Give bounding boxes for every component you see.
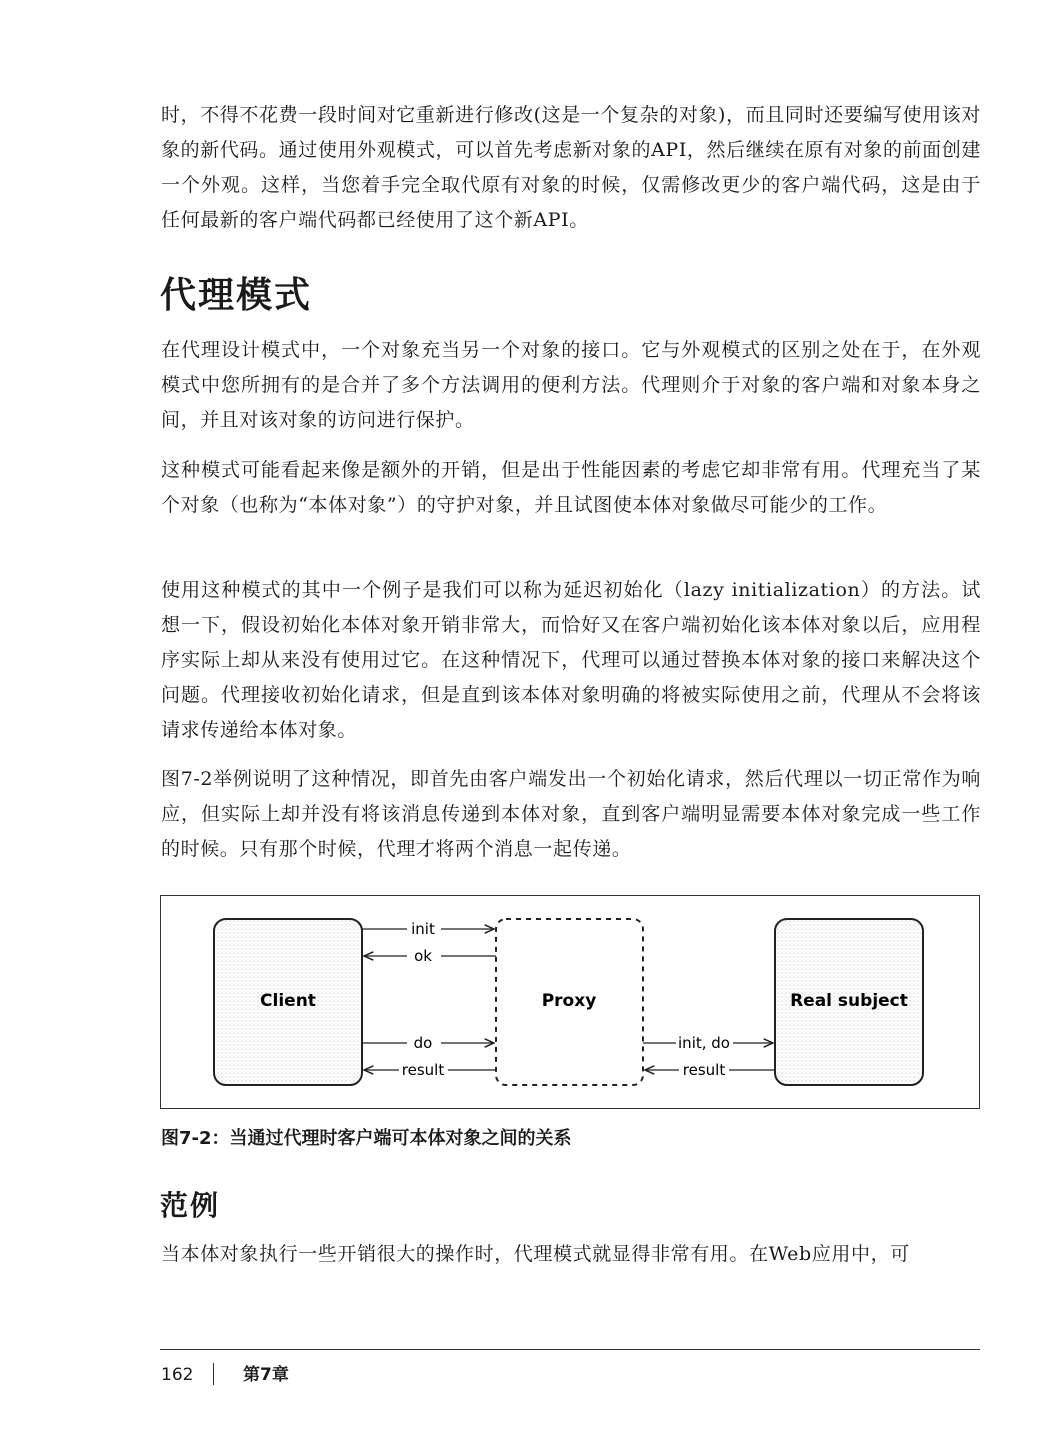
proxy-label: Proxy xyxy=(541,991,597,1011)
proxy-box xyxy=(496,919,643,1085)
figure-caption: 图7-2：当通过代理时客户端可本体对象之间的关系 xyxy=(161,1128,572,1149)
real-subject-box xyxy=(775,919,923,1085)
paragraph-lazy-init: 使用这种模式的其中一个例子是我们可以称为延迟初始化（lazy initialization）的方法。试想一下，假设初始化本体对象开销非常大，而恰好又在客户端初始化该本体对象以后，应用程序实际上却从来没有使用过它。在这种情况下，代理可以通过替换本体对象的接口来解决这个问题。代理接收初始化请求，但是直到该本体对象明确的将被实际使用之前，代理从不会将该请求传递给本体对象。 xyxy=(161,579,981,741)
ok-label: ok xyxy=(414,947,432,965)
proxy-diagram-svg xyxy=(161,896,981,1110)
init-do-label: init, do xyxy=(678,1034,730,1052)
subsection-heading: 范例 xyxy=(160,1189,221,1222)
client-box xyxy=(214,919,362,1085)
result-label-left: result xyxy=(401,1061,445,1079)
result-label-right: result xyxy=(682,1061,726,1079)
paragraph-proxy-overhead: 这种模式可能看起来像是额外的开销，但是出于性能因素的考虑它却非常有用。代理充当了某个对象（也称为“本体对象”）的守护对象，并且试图使本体对象做尽可能少的工作。 xyxy=(161,459,981,516)
do-arrow xyxy=(362,1034,494,1052)
paragraph-proxy-intro: 在代理设计模式中，一个对象充当另一个对象的接口。它与外观模式的区别之处在于，在外观模式中您所拥有的是合并了多个方法调用的便利方法。代理则介于对象的客户端和对象本身之间，并且对该对象的访问进行保护。 xyxy=(161,339,981,431)
footer-separator xyxy=(213,1363,214,1385)
ok-arrow xyxy=(364,947,496,965)
do-label: do xyxy=(413,1034,433,1052)
result-arrow-right xyxy=(645,1061,775,1079)
section-heading: 代理模式 xyxy=(160,275,313,316)
proxy-diagram xyxy=(160,895,980,1109)
page-number: 162 xyxy=(161,1365,194,1385)
footer-divider xyxy=(160,1349,980,1350)
real-subject-label: Real subject xyxy=(790,991,908,1011)
paragraph-example-intro: 当本体对象执行一些开销很大的操作时，代理模式就显得非常有用。在Web应用中，可 xyxy=(161,1243,910,1265)
client-label: Client xyxy=(260,991,316,1011)
init-arrow xyxy=(362,920,494,938)
init-do-arrow xyxy=(643,1034,773,1052)
init-label: init xyxy=(411,920,435,938)
paragraph-figure-explain: 图7-2举例说明了这种情况，即首先由客户端发出一个初始化请求，然后代理以一切正常作为响应，但实际上却并没有将该消息传递到本体对象，直到客户端明显需要本体对象完成一些工作的时候。只有那个时候，代理才将两个消息一起传递。 xyxy=(161,768,981,860)
chapter-label: 第7章 xyxy=(243,1365,289,1385)
result-arrow-left xyxy=(364,1061,496,1079)
paragraph-facade-end: 时，不得不花费一段时间对它重新进行修改(这是一个复杂的对象)，而且同时还要编写使用该对象的新代码。通过使用外观模式，可以首先考虑新对象的API，然后继续在原有对象的前面创建一个外观。这样，当您着手完全取代原有对象的时候，仅需修改更少的客户端代码，这是由于任何最新的客户端代码都已经使用了这个新API。 xyxy=(161,104,981,231)
